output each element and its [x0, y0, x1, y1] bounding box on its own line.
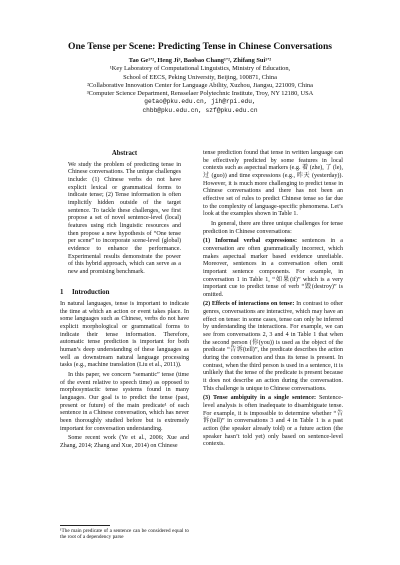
footnote: ¹The main predicate of a sentence can be considered equal to the root of a dependency parse — [60, 528, 189, 541]
intro-paragraph: In this paper, we concern “semantic” tense (time of the event relative to speech time) as opposed to morphosyntactic tense systems found in many languages. Our goal is to predict the tense (past, present or future) of the main predicate¹ of each sentence in a Chinese conversation, which has never been thoroughly studied before but is extremely important for conversation understanding. — [60, 372, 189, 432]
section-number: 1 — [60, 288, 64, 296]
affiliation-line: ¹Key Laboratory of Computational Linguistics, Ministry of Education, — [109, 65, 291, 73]
left-column — [60, 150, 189, 453]
affiliation-line: ³Computer Science Department, Rensselaer Polytechnic Institute, Troy, NY 12180, USA — [86, 90, 314, 98]
author-list: Tao Ge¹ʼ², Heng Ji³, Baobao Chang¹ʼ², Zhifang Sui¹ʼ² — [128, 57, 272, 64]
intro-paragraph: In natural languages, tense is important to indicate the time at which an action or event takes place. In some languages such as Chinese, verbs do not have explicit morphological or grammatical forms to indicate their tense information. Therefore, automatic tense prediction is important for both human’s deep understanding of these languages as well as downstream natural language processing tasks (e.g., machine translation (Liu et al., 2011)). — [60, 301, 189, 369]
footnote-divider — [60, 525, 110, 526]
challenge-paragraph — [203, 238, 343, 299]
challenge-label: (3) Tense ambiguity in a single sentence: — [203, 395, 316, 402]
challenge-paragraph — [203, 395, 343, 449]
challenge-text: sentences in a conversation are often grammatically incorrect, which makes aspectual marker based evidence unreliable. Moreover, sentences in a conversation often omit important sentence components. For example, in conversation 1 in Table 1, “如果(if)” which is a very important cue to predict tense of verb “毁(destroy)” is omitted. — [203, 238, 343, 298]
affiliation-line: School of EECS, Peking University, Beijing, 100871, China — [123, 73, 277, 81]
author-block — [0, 57, 400, 115]
affiliation-line: ²Collaborative Innovation Center for Language Ability, Xuzhou, Jiangsu, 221009, China — [86, 81, 314, 89]
abstract-text: We study the problem of predicting tense in Chinese conversations. The unique challenges include: (1) Chinese verbs do not have explicit lexical or grammatical forms to indicate tense; (2) Tense information is often implicitly hidden outside of the target sentence. To tackle these challenges, we first propose a set of novel sentence-level (local) features using rich linguistic resources and then propose a new hypothesis of “One tense per scene” to incorporate scene-level (global) evidence to enhance the performance. Experimental results demonstrate the power of this hybrid approach, which can serve as a new and promising benchmark. — [68, 161, 181, 275]
paper-title: One Tense per Scene: Predicting Tense in Chinese Conversations — [67, 41, 333, 52]
email-line: getao@pku.edu.cn, jih@rpi.edu, — [144, 98, 256, 106]
section-heading-introduction — [60, 289, 189, 297]
challenge-label: (2) Effects of interactions on tense: — [203, 301, 295, 308]
body-paragraph: In general, there are three unique challenges for tense prediction in Chinese conversations: — [203, 220, 343, 235]
challenge-paragraph — [203, 301, 343, 393]
section-title: Introduction — [72, 288, 110, 296]
challenge-text: Sentence-level analysis is often inadequate to disambiguate tense. For example, it is impossible to determine whether “告诉(tell)” in conversations 3 and 4 in Table 1 is a past action (the speaker already told) or a future action (the speaker hasn’t told yet) only based on sentence-level contexts. — [203, 395, 343, 448]
intro-paragraph: Some recent work (Ye et al., 2006; Xue and Zhang, 2014; Zhang and Xue, 2014) on Chinese — [60, 435, 189, 449]
body-paragraph: tense prediction found that tense in written language can be effectively predicted by some features in local contexts such as aspectual markers (e.g. 着 (zhe), 了 (le), 过 (guo)) and time expressions (e.g., 昨天 (yesterday)). However, it is much more challenging to predict tense in Chinese conversations and there has not been an effective set of rules to predict Chinese tense so far due to the complexity of language-specific phenomena. Let’s look at the examples shown in Table 1. — [203, 150, 343, 218]
challenge-label: (1) Informal verbal expressions: — [203, 238, 297, 245]
right-column — [203, 150, 343, 451]
email-line: chbb@pku.edu.cn, szf@pku.edu.cn — [142, 106, 258, 114]
challenge-text: In contrast to other genres, conversations are interactive, which may have an effect on tense: in some cases, tense can only be inferred by understanding the interactions. For example, we can see from conversations 2, 3 and 4 in Table 1 that when the second person (你(you)) is used as the object of the predicate “告诉(tell)”, the predicate describes the action during the conversation and thus its tense is present. In contrast, when the third person is used in a sentence, it is unlikely that the tense of the predicate is present because it does not describe an action during the conversation. This challenge is unique to Chinese conversations. — [203, 301, 343, 392]
abstract-heading: Abstract — [111, 150, 138, 157]
